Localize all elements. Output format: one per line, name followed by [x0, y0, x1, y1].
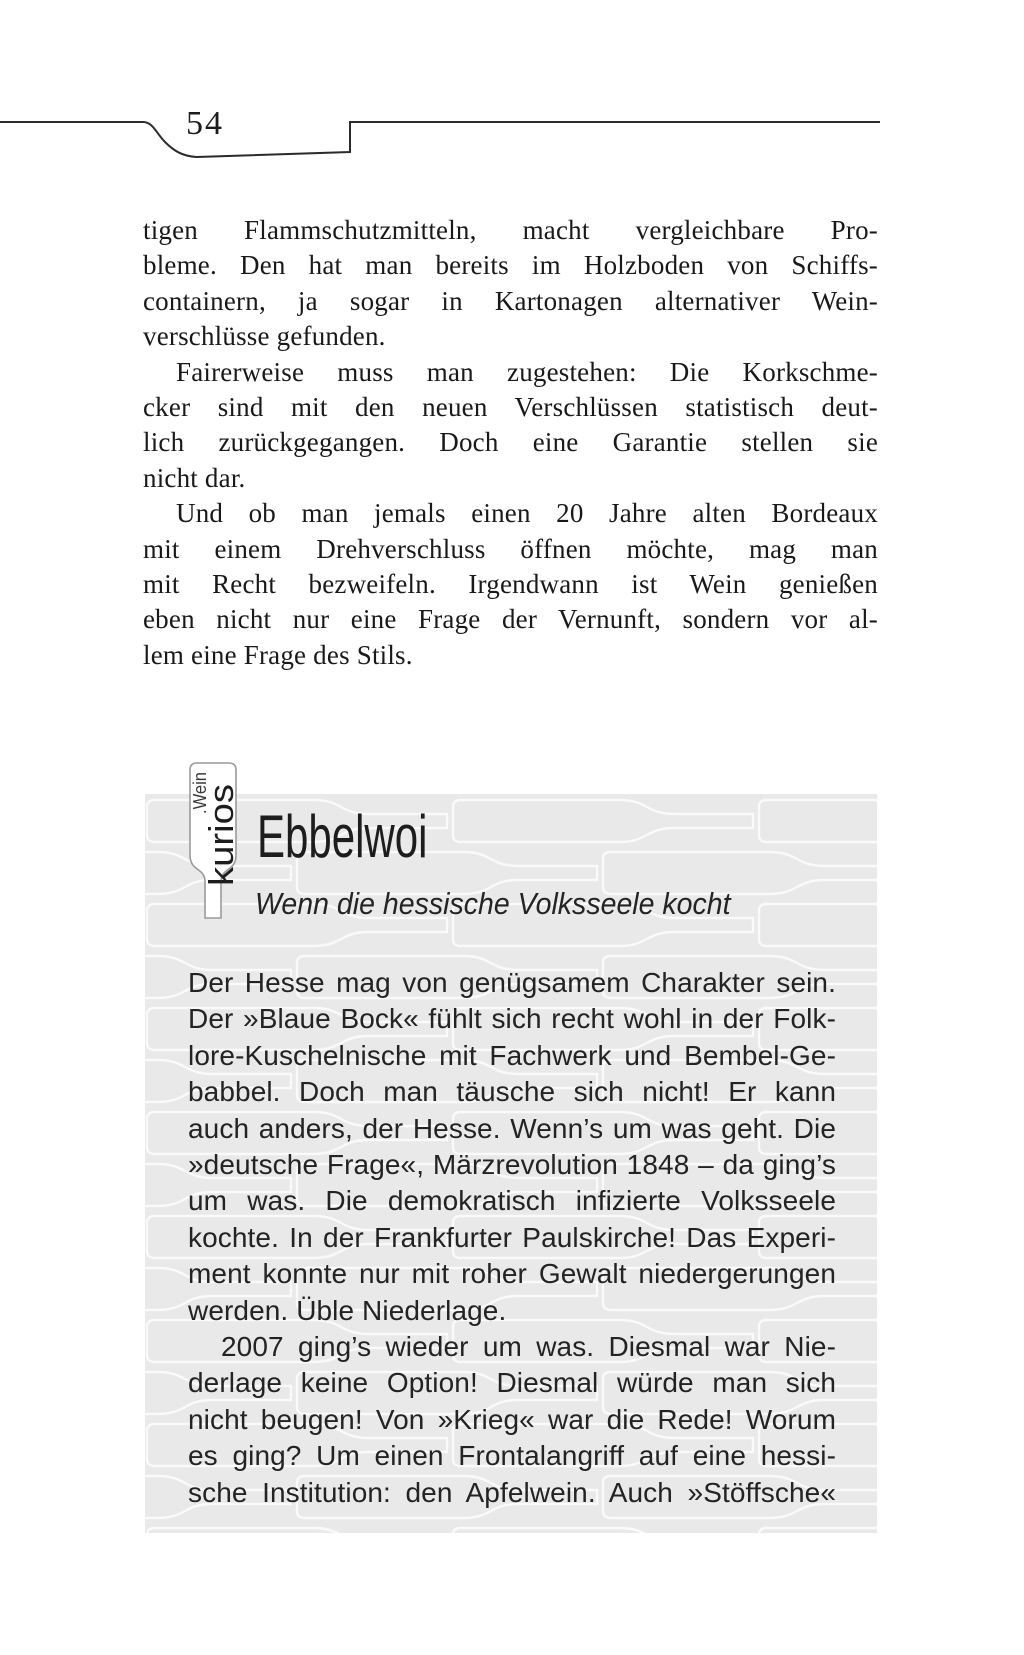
feature-title: Ebbelwoi — [257, 803, 428, 870]
text-line: es ging? Um einen Frontalangriff auf eine hessi- — [188, 1440, 836, 1472]
text-line: eben nicht nur eine Frage der Vernunft, sondern vor al- — [143, 604, 878, 635]
text-line: mit Recht bezweifeln. Irgendwann ist Wein genießen — [143, 569, 878, 600]
text-line: babbel. Doch man täusche sich nicht! Er kann — [188, 1076, 836, 1108]
paragraph — [143, 496, 878, 673]
text-line: Und ob man jemals einen 20 Jahre alten Bordeaux — [176, 498, 878, 529]
text-line: bleme. Den hat man bereits im Holzboden von Schiffs- — [143, 250, 878, 281]
text-line: ment konnte nur mit roher Gewalt niedergerungen — [188, 1258, 836, 1290]
text-line: derlage keine Option! Diesmal würde man sich — [188, 1367, 836, 1399]
body-text — [143, 213, 878, 673]
text-line: »deutsche Frage«, Märzrevolution 1848 – da ging’s — [188, 1149, 836, 1181]
text-line: cker sind mit den neuen Verschlüssen statistisch deut- — [143, 392, 878, 423]
text-line: tigen Flammschutzmitteln, macht vergleichbare Pro- — [143, 215, 878, 245]
text-line: Der Hesse mag von genügsamem Charakter sein. — [188, 967, 836, 998]
text-line: um was. Die demokratisch infizierte Volksseele — [188, 1185, 836, 1217]
text-line: verschlüsse gefunden. — [143, 321, 386, 352]
feature-box — [145, 794, 877, 1533]
series-label-large: kurios — [203, 795, 241, 886]
text-line: lore-Kuschelnische mit Fachwerk und Bembel-Ge- — [188, 1039, 836, 1071]
text-line: sche Institution: den Apfelwein. Auch »Stöffsche« — [188, 1476, 836, 1508]
paragraph — [188, 965, 836, 1329]
text-line: mit einem Drehverschluss öffnen möchte, mag man — [143, 533, 878, 564]
text-line: kochte. In der Frankfurter Paulskirche! Das Experi- — [188, 1221, 836, 1253]
series-label-small: .Wein — [190, 768, 210, 814]
text-line: nicht dar. — [143, 462, 246, 493]
text-line: Der »Blaue Bock« fühlt sich recht wohl in der Folk- — [188, 1003, 836, 1035]
text-line: auch anders, der Hesse. Wenn’s um was geht. Die — [188, 1112, 836, 1144]
paragraph — [188, 1329, 836, 1511]
paragraph — [143, 355, 878, 497]
text-line: lich zurückgegangen. Doch eine Garantie stellen sie — [143, 427, 878, 458]
text-line: werden. Üble Niederlage. — [188, 1294, 507, 1326]
feature-subtitle: Wenn die hessische Volksseele kocht — [255, 886, 731, 921]
text-line: Fairerweise muss man zugestehen: Die Korkschme- — [176, 356, 878, 387]
text-line: 2007 ging’s wieder um was. Diesmal war Nie- — [221, 1331, 836, 1363]
feature-text — [188, 965, 836, 1511]
header-rule — [0, 100, 900, 170]
text-line: lem eine Frage des Stils. — [143, 639, 413, 670]
wine-bottle-icon — [185, 756, 243, 928]
text-line: containern, ja sogar in Kartonagen alternativer Wein- — [143, 285, 878, 316]
paragraph — [143, 213, 878, 355]
text-line: nicht beugen! Von »Krieg« war die Rede! Worum — [188, 1403, 836, 1435]
page-number: 54 — [186, 105, 224, 142]
